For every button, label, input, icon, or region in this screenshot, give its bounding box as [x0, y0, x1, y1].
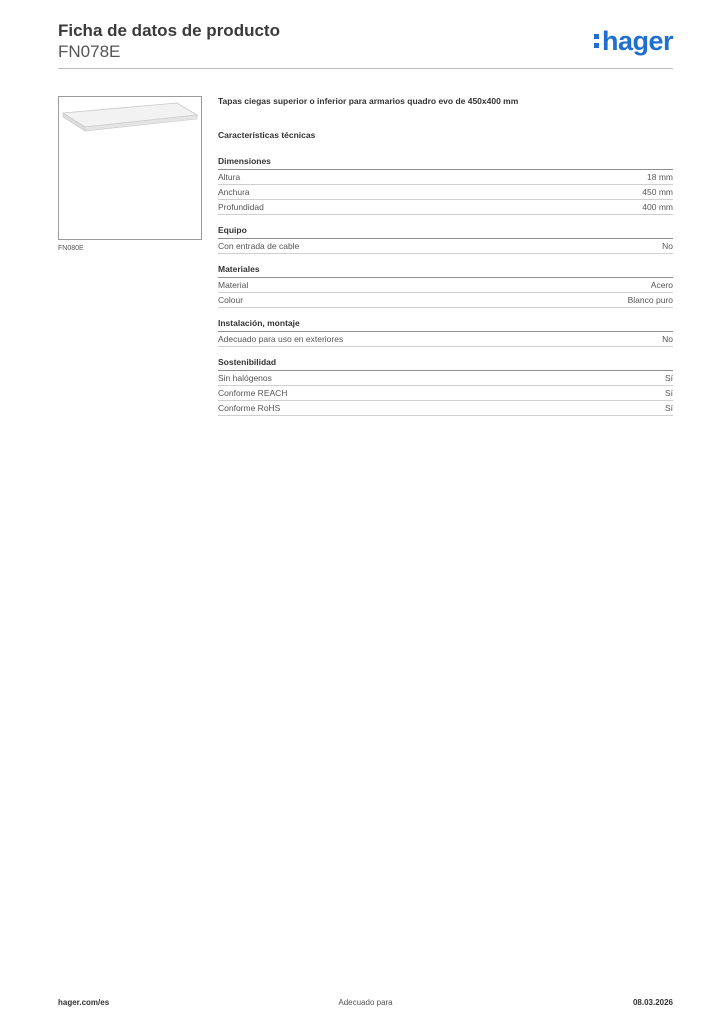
product-image: [58, 96, 202, 240]
section-title: Sostenibilidad: [218, 356, 673, 371]
product-description: Tapas ciegas superior o inferior para armarios quadro evo de 450x400 mm: [218, 96, 519, 106]
section-installation: [218, 317, 673, 347]
section-materials: [218, 263, 673, 308]
spec-value: 450 mm: [642, 187, 673, 197]
footer-center-text: Adecuado para: [338, 998, 393, 1007]
section-title: Instalación, montaje: [218, 317, 673, 332]
spec-label: Profundidad: [218, 202, 264, 212]
spec-label: Altura: [218, 172, 241, 182]
spec-label: Sin halógenos: [218, 373, 272, 383]
spec-row: [218, 332, 673, 347]
section-title: Equipo: [218, 224, 673, 239]
spec-row: [218, 239, 673, 254]
spec-value: 18 mm: [647, 172, 673, 182]
spec-label: Material: [218, 280, 249, 290]
hager-logo: [594, 26, 673, 56]
section-equipment: [218, 224, 673, 254]
section-dimensions: [218, 155, 673, 215]
spec-value: No: [662, 334, 673, 344]
section-title: Dimensiones: [218, 155, 673, 170]
spec-label: Con entrada de cable: [218, 241, 300, 251]
spec-value: Sí: [664, 388, 673, 398]
section-title: Materiales: [218, 263, 673, 278]
spec-label: Conforme REACH: [218, 388, 288, 398]
spec-value: Acero: [650, 280, 673, 290]
image-caption: FN080E: [58, 245, 84, 252]
spec-value: Sí: [664, 373, 673, 383]
spec-value: 400 mm: [642, 202, 673, 212]
page-header: [58, 20, 673, 62]
spec-row: [218, 278, 673, 293]
spec-row: [218, 371, 673, 386]
product-details: [218, 95, 673, 425]
spec-value: No: [662, 241, 673, 251]
technical-characteristics-heading: Características técnicas: [218, 130, 316, 140]
spec-label: Anchura: [218, 187, 250, 197]
spec-row: [218, 293, 673, 308]
logo-colon-icon: [594, 34, 600, 48]
spec-value: Blanco puro: [627, 295, 673, 305]
spec-row: [218, 200, 673, 215]
product-code: FN078E: [58, 42, 121, 61]
spec-label: Adecuado para uso en exteriores: [218, 334, 344, 344]
spec-label: Conforme RoHS: [218, 403, 281, 413]
cover-plate-icon: [59, 97, 201, 239]
page-title: Ficha de datos de producto: [58, 21, 280, 40]
section-sustainability: [218, 356, 673, 416]
footer-date: 08.03.2026: [632, 998, 673, 1007]
spec-row: [218, 170, 673, 185]
header-divider: [58, 68, 673, 69]
spec-value: Sí: [664, 403, 673, 413]
spec-row: [218, 401, 673, 416]
footer-website-link[interactable]: hager.com/es: [58, 998, 110, 1007]
spec-row: [218, 386, 673, 401]
spec-label: Colour: [218, 295, 244, 305]
logo-text: hager: [601, 26, 673, 56]
spec-row: [218, 185, 673, 200]
